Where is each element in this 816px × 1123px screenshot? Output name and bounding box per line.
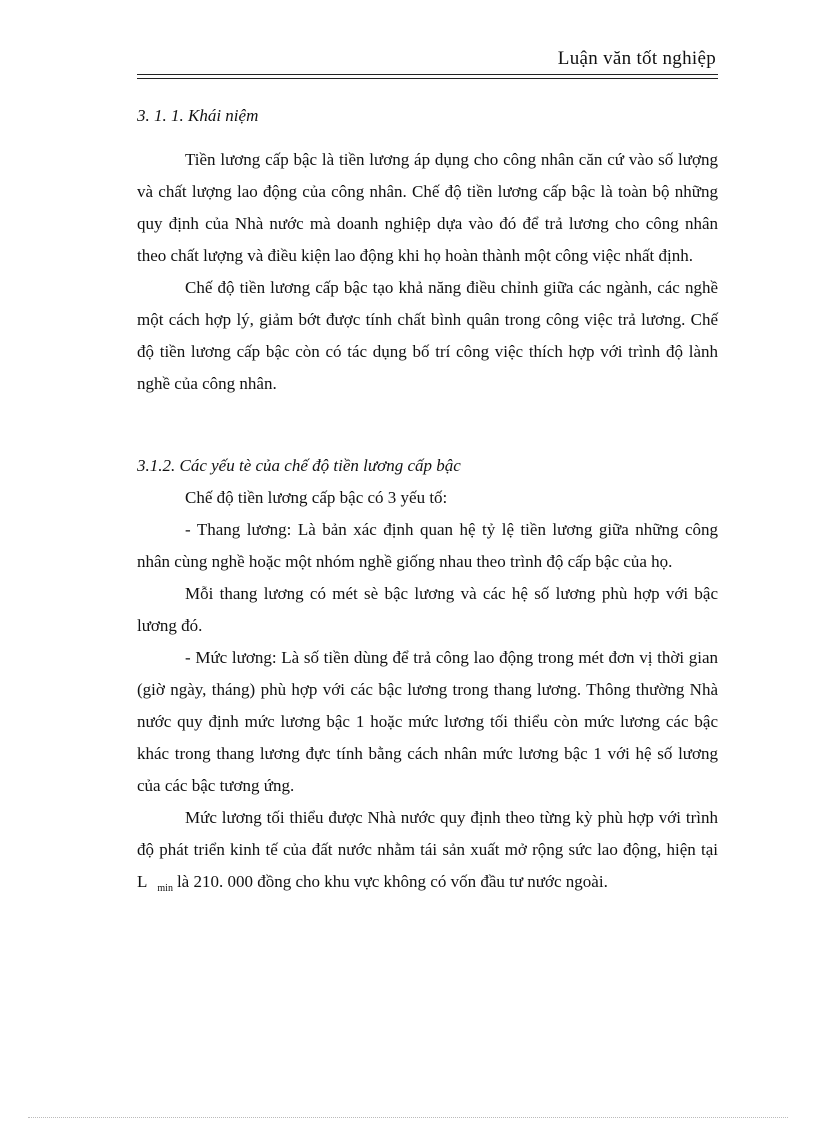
section-heading-3-1-2: 3.1.2. Các yếu tè của chế độ tiền lương cấp bậc [137,456,461,475]
paragraph: Tiền lương cấp bậc là tiền lương áp dụng cho công nhân căn cứ vào số lượng và chất lượng lao động của công nhân. Chế độ tiền lương cấp bậc là toàn bộ những quy định của Nhà nước mà doanh nghiệp dựa vào đó để trả lương cho công nhân theo chất lượng và điều kiện lao động khi họ hoàn thành một công việc nhất định. [137,150,718,265]
paragraph: - Thang lương: Là bản xác định quan hệ tỷ lệ tiền lương giữa những công nhân cùng nghề hoặc một nhóm nghề giống nhau theo trình độ cấp bậc của họ. [137,520,718,571]
text-after-subscript: là 210. 000 đồng cho khu vực không có vốn đầu tư nước ngoài. [176,872,608,891]
paragraph: Chế độ tiền lương cấp bậc có 3 yếu tố: [185,488,448,507]
header-title: Luận văn tốt nghiệp [557,48,716,69]
subscript-min: min [157,883,173,894]
section-heading-3-1-1: 3. 1. 1. Khái niệm [137,106,259,125]
paragraph-min-wage [137,802,718,901]
paragraph: Mỗi thang lương có mét sè bậc lương và các hệ số lương phù hợp với bậc lương đó. [137,584,718,635]
header-rule-thin [137,78,718,79]
text-before-subscript: Mức lương tối thiểu được Nhà nước quy định theo từng kỳ phù hợp với trình độ phát triển kinh tế của đất nước nhằm tái sản xuất mở rộng sức lao động, hiện tại L [137,808,718,891]
paragraph: - Mức lương: Là số tiền dùng để trả công lao động trong mét đơn vị thời gian (giờ ngày, tháng) phù hợp với các bậc lương trong thang lương. Thông thường Nhà nước quy định mức lương bậc 1 hoặc mức lương tối thiểu còn mức lương các bậc khác trong thang lương đực tính bằng cách nhân mức lương bậc 1 với hệ số lương của các bậc tương ứng. [137,648,718,795]
paragraph: Chế độ tiền lương cấp bậc tạo khả năng điều chỉnh giữa các ngành, các nghề một cách hợp lý, giảm bớt được tính chất bình quân trong công việc trả lương. Chế độ tiền lương cấp bậc còn có tác dụng bố trí công việc thích hợp với trình độ lành nghề của công nhân. [137,278,718,393]
page-header [137,48,718,78]
page-bottom-border [28,1117,788,1118]
document-body [137,100,718,901]
header-rule-thick [137,74,718,75]
